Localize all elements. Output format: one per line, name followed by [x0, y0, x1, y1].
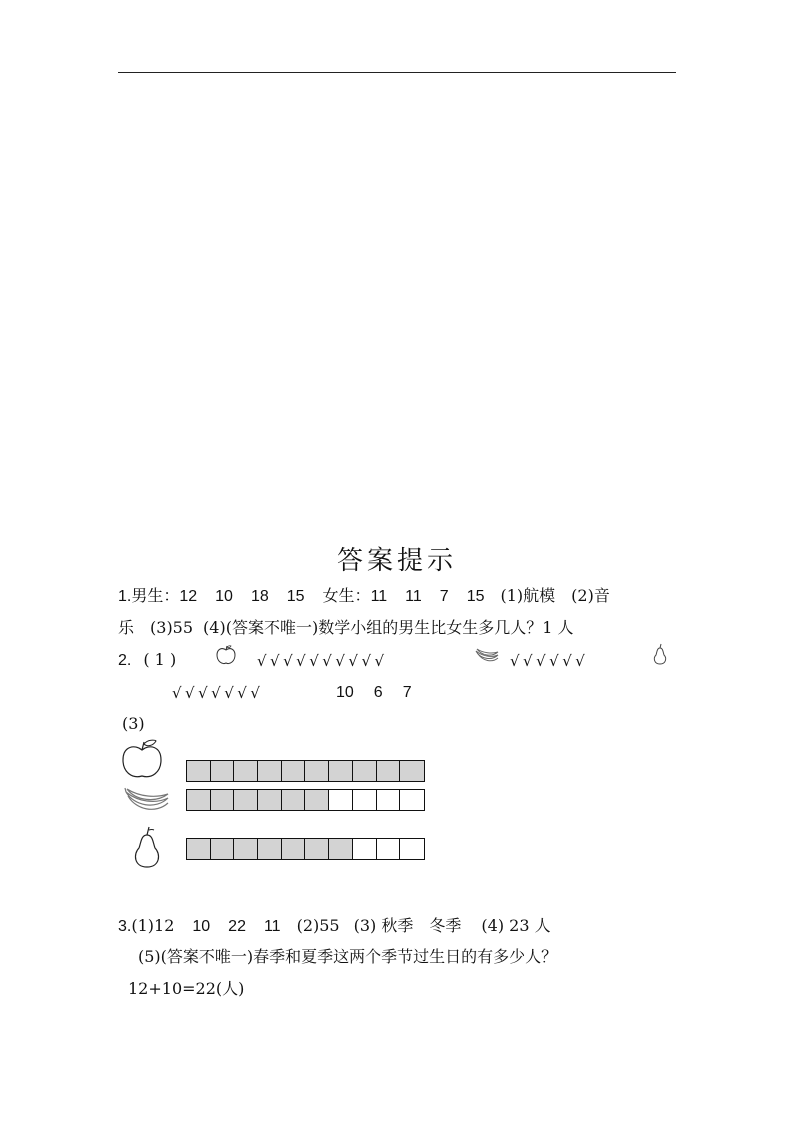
bar-cell-filled [258, 839, 282, 859]
boys-value: 15 [286, 588, 305, 605]
boys-value: 10 [215, 588, 233, 605]
bar-cell-filled [234, 790, 258, 810]
bar-cell-filled [353, 761, 377, 781]
bar-row-apple [186, 760, 425, 782]
q3-value: 22 [228, 918, 246, 935]
q3-part3: (3) 秋季 [353, 916, 414, 935]
q2-part3-label: (3) [122, 714, 145, 733]
bar-cell-filled [305, 761, 329, 781]
q1-part1: (1)航模 [500, 586, 556, 605]
pear-icon [130, 825, 164, 869]
boys-value: 18 [250, 588, 269, 605]
page-title: 答案提示 [336, 546, 457, 576]
bar-cell-empty [400, 839, 424, 859]
fruit-counts [336, 682, 412, 704]
apple-count: 10 [336, 684, 354, 701]
bar-row-pear [186, 838, 425, 860]
q1-part3: (3)55 [150, 618, 194, 637]
q3-line3: 12+10=22(人) [128, 979, 245, 998]
header-rule [118, 72, 676, 73]
bar-cell-filled [234, 839, 258, 859]
bar-cell-filled [211, 790, 235, 810]
bar-cell-empty [377, 839, 401, 859]
banana-checks: √√√√√√ [510, 652, 589, 670]
bar-row-banana [186, 789, 425, 811]
girls-value: 15 [466, 588, 485, 605]
bar-cell-empty [377, 790, 401, 810]
q2-part1-label: ( 1 ) [143, 650, 177, 669]
banana-count: 6 [373, 684, 383, 701]
bar-cell-filled [305, 839, 329, 859]
bar-cell-filled [258, 761, 282, 781]
bar-cell-filled [329, 839, 353, 859]
girls-value: 11 [405, 588, 422, 605]
q3-line1 [118, 915, 551, 938]
q3-part4: (4) 23 人 [481, 916, 551, 935]
q3-prefix: 3. [118, 918, 132, 935]
girls-value: 7 [439, 588, 449, 605]
q1-part2-start: (2)音 [571, 586, 610, 605]
bar-cell-filled [258, 790, 282, 810]
boys-value: 12 [179, 588, 198, 605]
apple-icon [214, 643, 238, 667]
bar-cell-filled [187, 839, 211, 859]
q3-part1: (1)12 [131, 916, 175, 935]
bar-cell-filled [187, 761, 211, 781]
q1-part2-end: 乐 [118, 618, 135, 637]
q1-part4: (4)(答案不唯一)数学小组的男生比女生多几人？1 人 [203, 618, 574, 637]
pear-icon [652, 643, 668, 665]
bar-cell-filled [282, 790, 306, 810]
bar-cell-empty [353, 839, 377, 859]
bar-cell-filled [282, 839, 306, 859]
pear-count: 7 [402, 684, 412, 701]
bar-cell-empty [353, 790, 377, 810]
boys-label: 男生： [131, 586, 180, 605]
q3-value: 11 [263, 918, 281, 935]
bar-cell-filled [211, 839, 235, 859]
bar-cell-filled [329, 761, 353, 781]
bar-cell-filled [305, 790, 329, 810]
q1-line2 [118, 617, 573, 639]
q2-line1 [118, 649, 176, 672]
banana-icon [124, 786, 170, 816]
q1-line1 [118, 585, 610, 608]
bar-cell-empty [400, 790, 424, 810]
apple-icon [120, 738, 164, 780]
q3-value: 10 [192, 918, 211, 935]
q3-part2: (2)55 [296, 916, 340, 935]
banana-icon [474, 647, 500, 665]
q3-line2: (5)(答案不唯一)春季和夏季这两个季节过生日的有多少人？ [138, 947, 558, 966]
bar-cell-filled [234, 761, 258, 781]
apple-checks: √√√√√√√√√√ [257, 652, 388, 670]
girls-value: 11 [370, 588, 388, 605]
pear-checks: √√√√√√√ [172, 684, 264, 702]
bar-cell-empty [329, 790, 353, 810]
bar-cell-filled [282, 761, 306, 781]
bar-cell-filled [187, 790, 211, 810]
bar-cell-filled [211, 761, 235, 781]
bar-cell-filled [400, 761, 424, 781]
girls-label: 女生： [322, 586, 371, 605]
q3-part3b: 冬季 [429, 916, 462, 935]
q1-prefix: 1. [118, 588, 132, 605]
bar-cell-filled [377, 761, 401, 781]
q2-prefix: 2. [118, 652, 132, 669]
